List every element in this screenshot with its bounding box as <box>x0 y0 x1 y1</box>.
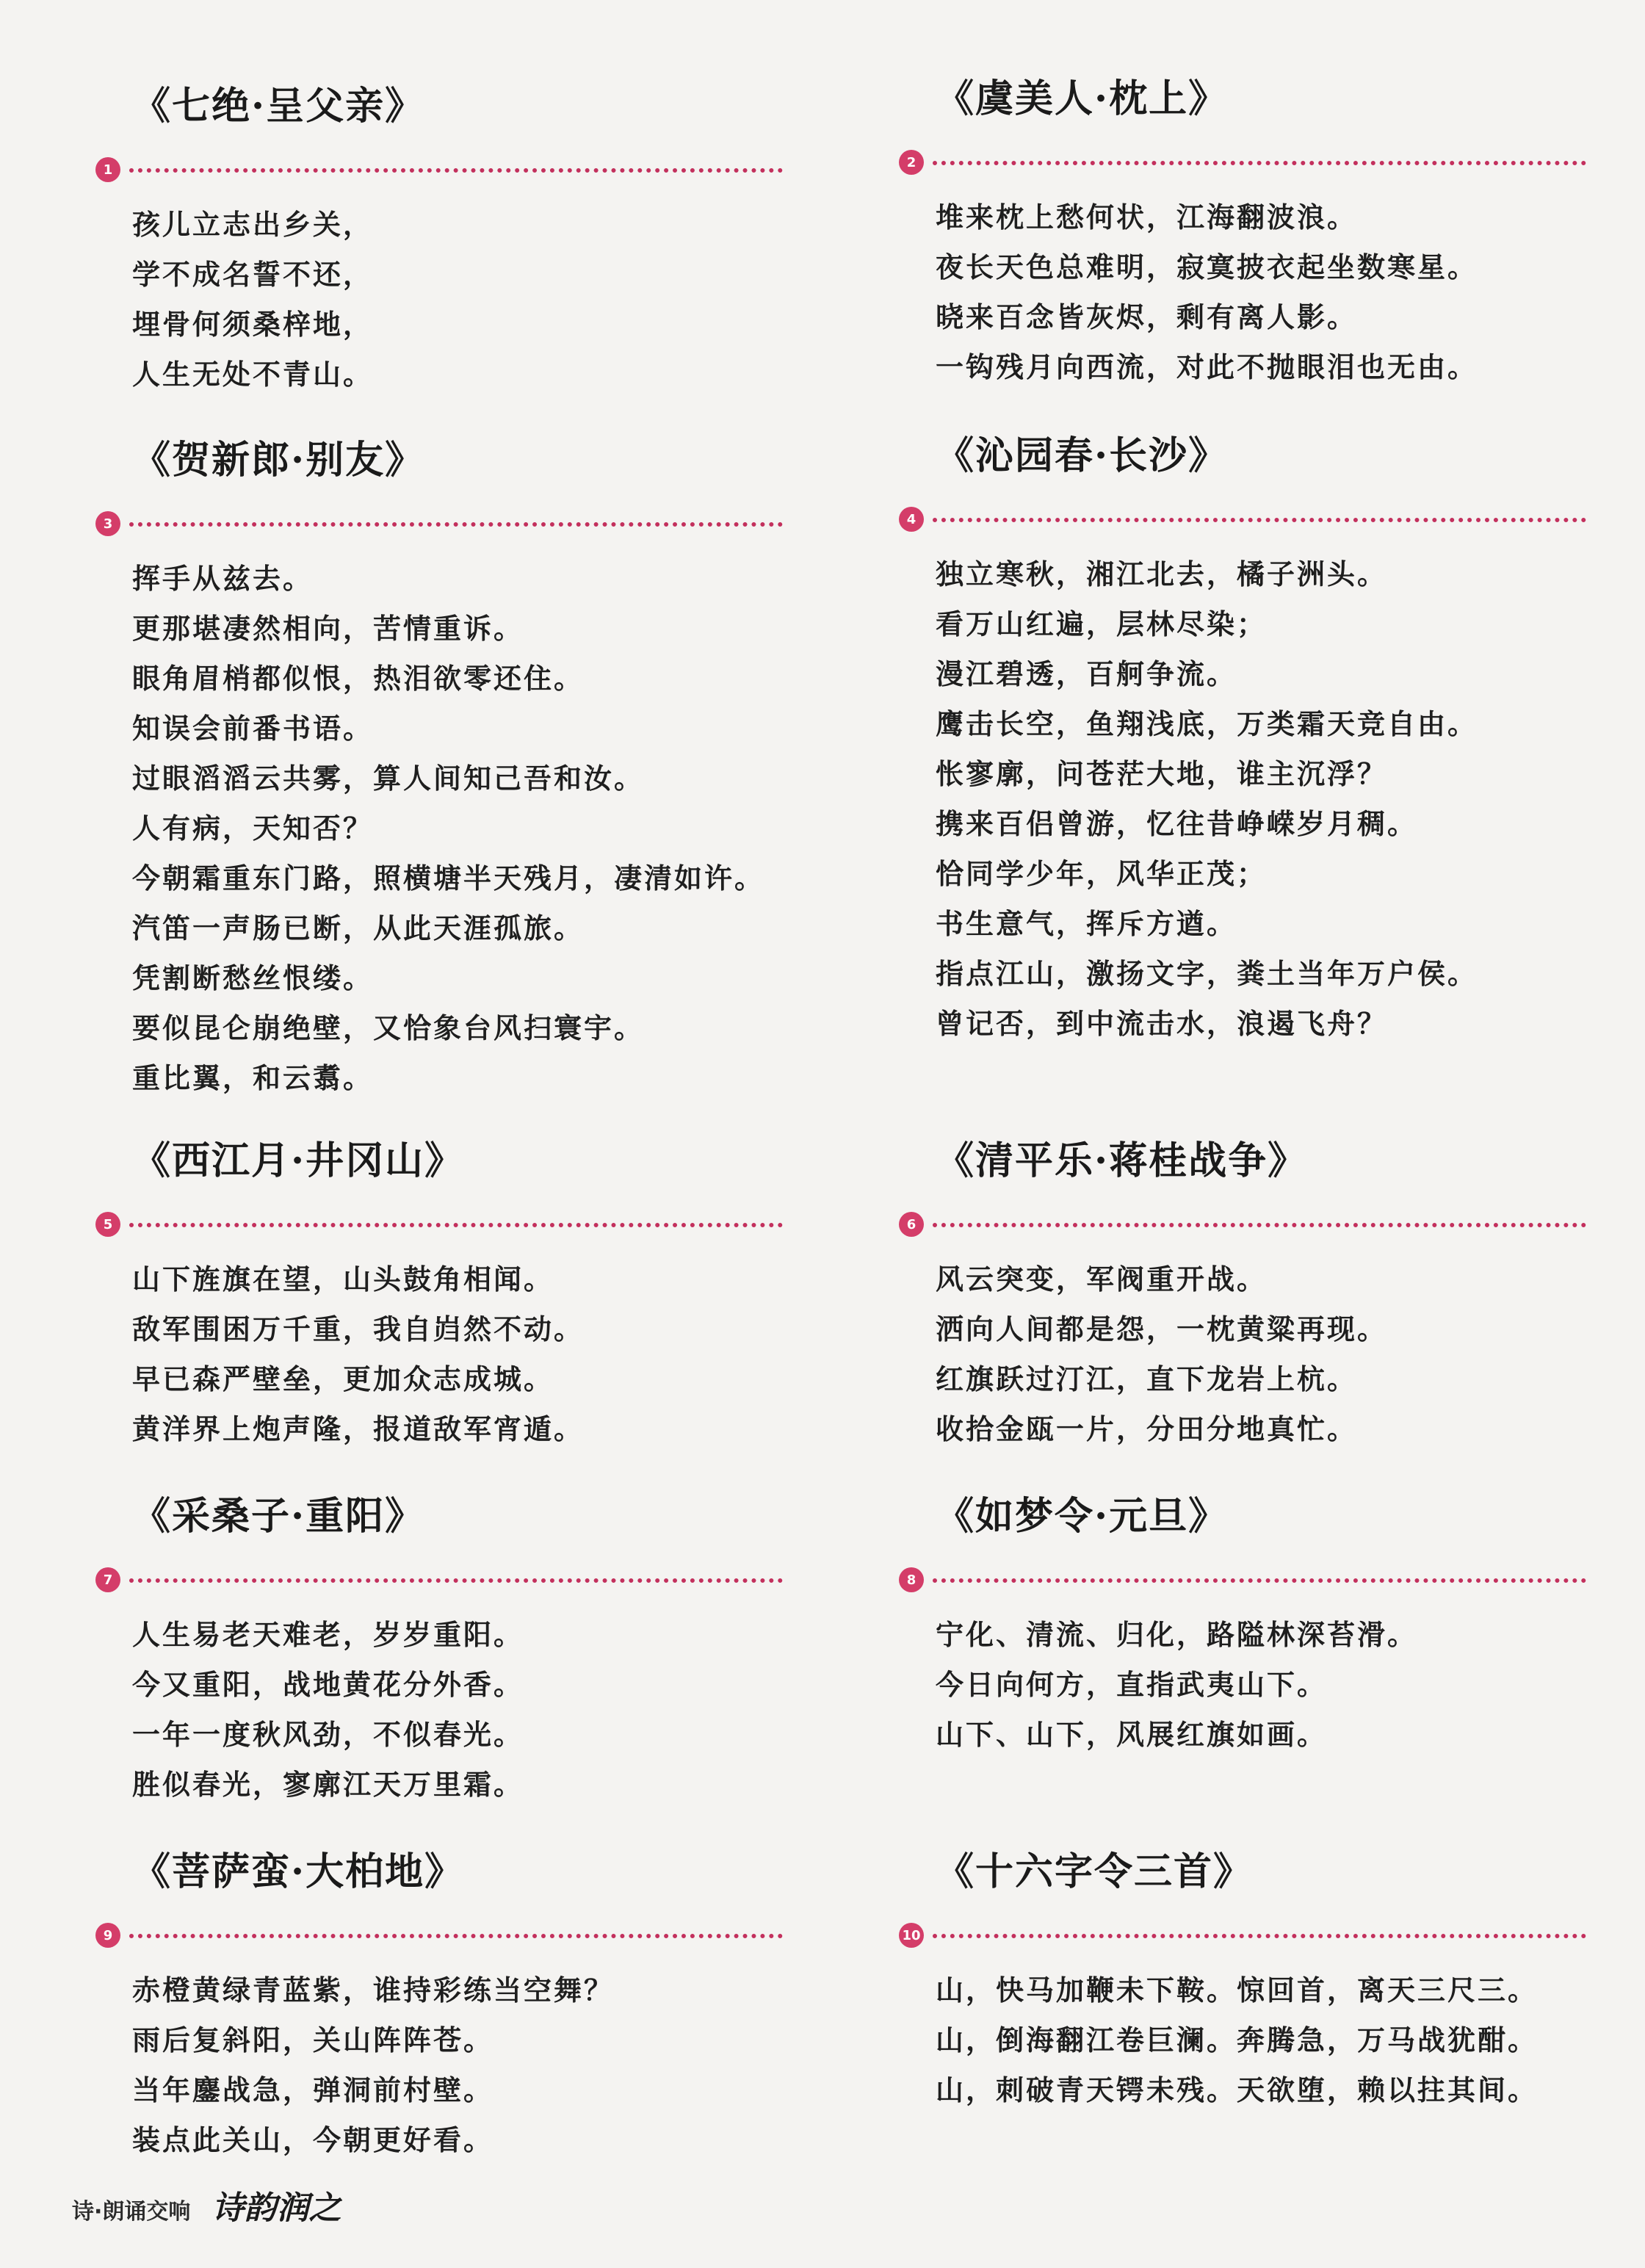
poem-title: 《七绝·呈父亲》 <box>132 84 425 129</box>
poem-line: 山下、山下，风展红旗如画。 <box>936 1718 1328 1751</box>
poem-title: 《十六字令三首》 <box>936 1849 1254 1894</box>
poem-lines <box>132 554 764 1103</box>
page-footer <box>72 2181 341 2228</box>
poem-line: 山，倒海翻江卷巨澜。奔腾急，万马战犹酣。 <box>936 2023 1539 2056</box>
poem-lines <box>936 192 1478 392</box>
poem-number-badge: 10 <box>899 1923 924 1948</box>
poem-line: 红旗跃过汀江，直下龙岩上杭。 <box>936 1362 1358 1395</box>
poem-line: 堆来枕上愁何状，江海翻波浪。 <box>936 201 1358 234</box>
poem-line: 晓来百念皆灰烬，剩有离人影。 <box>936 300 1358 333</box>
poem-line: 装点此关山，今朝更好看。 <box>132 2123 494 2156</box>
poem-number-badge: 4 <box>899 507 924 532</box>
poem-line: 知误会前番书语。 <box>132 712 374 745</box>
dotted-divider <box>129 1578 783 1583</box>
footer-title: 诗韵润之 <box>212 2189 341 2227</box>
dotted-divider <box>129 168 783 173</box>
poem-title: 《虞美人·枕上》 <box>936 76 1229 121</box>
poem-title: 《如梦令·元旦》 <box>936 1494 1229 1539</box>
dotted-divider <box>129 522 783 527</box>
poem-line: 今又重阳，战地黄花分外香。 <box>132 1668 524 1701</box>
poem-line: 凭割断愁丝恨缕。 <box>132 961 374 994</box>
poem-line: 眼角眉梢都似恨，热泪欲零还住。 <box>132 662 585 695</box>
poem-line: 曾记否，到中流击水，浪遏飞舟？ <box>936 1007 1388 1040</box>
poem-line: 埋骨何须桑梓地， <box>132 308 374 341</box>
poem-title: 《菩萨蛮·大柏地》 <box>132 1849 465 1894</box>
poem-number-badge: 6 <box>899 1212 924 1237</box>
poem-line: 汽笛一声肠已断，从此天涯孤旅。 <box>132 911 585 945</box>
poem-line: 山，快马加鞭未下鞍。惊回首，离天三尺三。 <box>936 1973 1539 2007</box>
poem-lines <box>132 1610 524 1810</box>
poem-line: 挥手从兹去。 <box>132 562 314 595</box>
poem-line: 今日向何方，直指武夷山下。 <box>936 1668 1328 1701</box>
poem-line: 山下旌旗在望，山头鼓角相闻。 <box>132 1263 554 1296</box>
poem-line: 雨后复斜阳，关山阵阵苍。 <box>132 2023 494 2056</box>
dotted-divider <box>129 1223 783 1227</box>
poem-line: 敌军围困万千重，我自岿然不动。 <box>132 1312 585 1346</box>
dotted-divider <box>933 518 1586 522</box>
poem-line: 当年鏖战急，弹洞前村壁。 <box>132 2073 494 2106</box>
poem-line: 洒向人间都是怨，一枕黄粱再现。 <box>936 1312 1388 1346</box>
dotted-divider <box>933 1934 1586 1938</box>
poem-title: 《清平乐·蒋桂战争》 <box>936 1138 1308 1183</box>
poem-line: 一年一度秋风劲，不似春光。 <box>132 1718 524 1751</box>
poem-line: 携来百侣曾游，忆往昔峥嵘岁月稠。 <box>936 807 1418 840</box>
poem-line: 宁化、清流、归化，路隘林深苔滑。 <box>936 1618 1418 1651</box>
dotted-divider <box>933 1578 1586 1583</box>
poem-line: 收拾金瓯一片，分田分地真忙。 <box>936 1412 1358 1445</box>
poem-number-badge: 8 <box>899 1567 924 1592</box>
poem-line: 孩儿立志出乡关， <box>132 208 374 241</box>
poem-line: 漫江碧透，百舸争流。 <box>936 657 1237 690</box>
poem-lines <box>936 549 1478 1049</box>
poem-lines <box>132 1254 584 1454</box>
poem-number-badge: 7 <box>95 1567 120 1592</box>
poem-line: 黄洋界上炮声隆，报道敌军宵遁。 <box>132 1412 585 1445</box>
poem-title: 《沁园春·长沙》 <box>936 433 1229 478</box>
poem-title: 《西江月·井冈山》 <box>132 1138 465 1183</box>
poem-number-badge: 2 <box>899 150 924 175</box>
poem-number-badge: 9 <box>95 1923 120 1948</box>
poem-lines <box>936 1610 1417 1760</box>
poem-line: 一钩残月向西流，对此不抛眼泪也无由。 <box>936 350 1478 383</box>
poem-line: 看万山红遍，层林尽染； <box>936 607 1268 640</box>
poem-line: 恰同学少年，风华正茂； <box>936 857 1268 890</box>
poem-line: 胜似春光，寥廓江天万里霜。 <box>132 1768 524 1801</box>
poem-lines <box>132 1965 614 2165</box>
poem-line: 鹰击长空，鱼翔浅底，万类霜天竞自由。 <box>936 707 1478 740</box>
poem-line: 要似昆仑崩绝壁，又恰象台风扫寰宇。 <box>132 1011 645 1044</box>
poem-line: 怅寥廓，问苍茫大地，谁主沉浮？ <box>936 757 1388 790</box>
poem-line: 指点江山，激扬文字，粪土当年万户侯。 <box>936 957 1478 990</box>
poem-line: 人有病，天知否？ <box>132 812 374 845</box>
footer-tag: 诗·朗诵交响 <box>72 2199 191 2225</box>
dotted-divider <box>129 1934 783 1938</box>
poem-title: 《采桑子·重阳》 <box>132 1494 425 1539</box>
poem-line: 书生意气，挥斥方遒。 <box>936 907 1237 940</box>
poem-line: 独立寒秋，湘江北去，橘子洲头。 <box>936 557 1388 591</box>
poem-line: 学不成名誓不还， <box>132 258 374 291</box>
poem-line: 赤橙黄绿青蓝紫，谁持彩练当空舞？ <box>132 1973 615 2007</box>
poem-number-badge: 1 <box>95 157 120 182</box>
dotted-divider <box>933 161 1586 165</box>
poem-lines <box>132 200 373 400</box>
poem-number-badge: 3 <box>95 511 120 536</box>
poem-line: 更那堪凄然相向，苦情重诉。 <box>132 612 524 645</box>
poem-title: 《贺新郎·别友》 <box>132 438 425 483</box>
poem-lines <box>936 1254 1387 1454</box>
poem-number-badge: 5 <box>95 1212 120 1237</box>
poem-line: 人生易老天难老，岁岁重阳。 <box>132 1618 524 1651</box>
poem-line: 早已森严壁垒，更加众志成城。 <box>132 1362 554 1395</box>
poem-line: 风云突变，军阀重开战。 <box>936 1263 1268 1296</box>
poem-line: 夜长天色总难明，寂寞披衣起坐数寒星。 <box>936 250 1478 284</box>
poem-line: 重比翼，和云翥。 <box>132 1061 374 1094</box>
poem-line: 人生无处不青山。 <box>132 358 374 391</box>
poem-line: 过眼滔滔云共雾，算人间知己吾和汝。 <box>132 762 645 795</box>
poem-line: 山，刺破青天锷未残。天欲堕，赖以拄其间。 <box>936 2073 1539 2106</box>
poem-line: 今朝霜重东门路，照横塘半天残月，凄清如许。 <box>132 862 765 895</box>
poem-lines <box>936 1965 1538 2115</box>
dotted-divider <box>933 1223 1586 1227</box>
